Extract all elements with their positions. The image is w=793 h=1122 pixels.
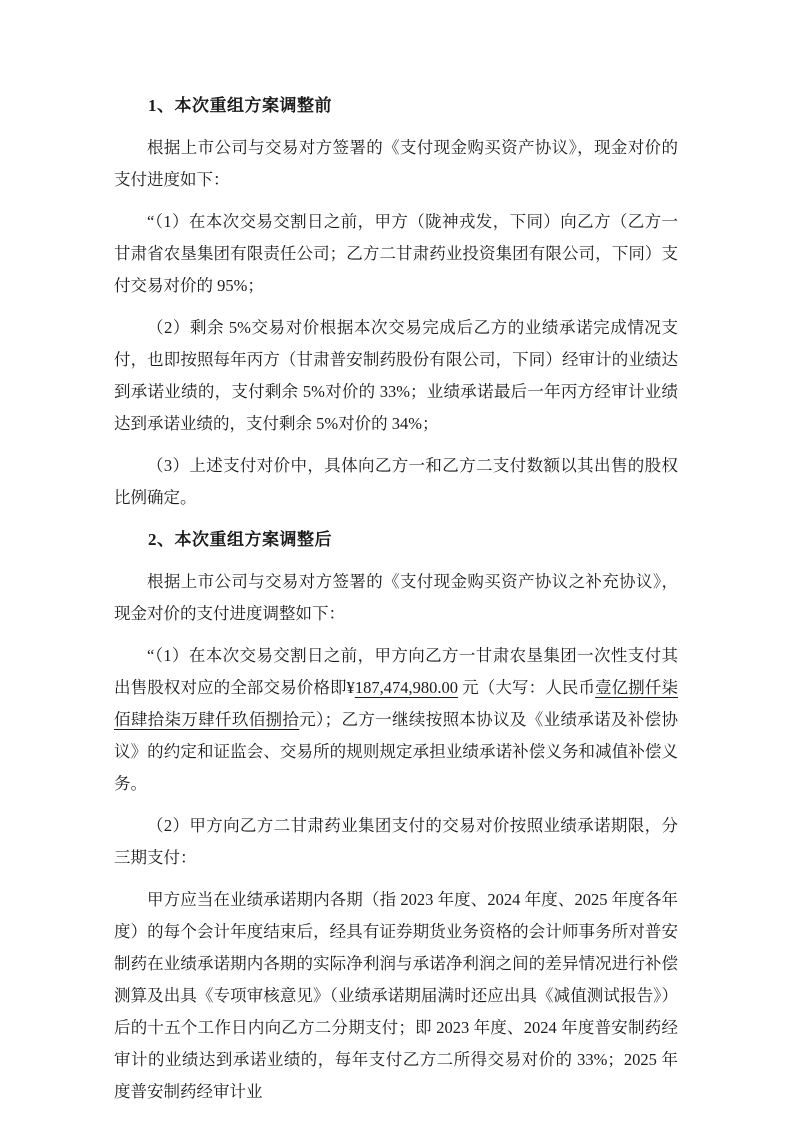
paragraph-before-item1: “（1）在本次交易交割日之前，甲方（陇神戎发，下同）向乙方（乙方一甘肃省农垦集团有限责任公司；乙方二甘肃药业投资集团有限公司，下同）支付交易对价的 95%； [114,212,678,295]
paragraph-after-item3-partial: 甲方应当在业绩承诺期内各期（指 2023 年度、2024 年度、2025 年度各年度）的每个会计年度结束后，经具有证券期货业务资格的会计师事务所对普安制药在业绩承诺期内各期的实际净利润与承诺净利润之间的差异情况进行补偿测算及出具《专项审核意见》（业绩承诺期届满时还应出具《减值测试报告》）后的十五个工作日内向乙方二分期支付；即 2023 年度、2024 年度普安制药经审计的业绩达到承诺业绩的，每年支付乙方二所得交易对价的 33%；2025 年度普安制药经审计业 [114,890,678,1101]
payment-amount-chinese-capital: 壹亿捌仟柒佰肆拾柒万肆仟玖佰捌拾 [114,678,679,729]
paragraph-before-item2: （2）剩余 5%交易对价根据本次交易完成后乙方的业绩承诺完成情况支付，也即按照每年丙方（甘肃普安制药股份有限公司，下同）经审计的业绩达到承诺业绩的，支付剩余 5%对价的 33%；业绩承诺最后一年丙方经审计业绩达到承诺业绩的，支付剩余 5%对价的 34%； [114,318,678,433]
payment-amount-numeric: 187,474,980.00 [354,678,458,697]
paragraph-after-item1 [114,640,678,800]
paragraph-before-item3: （3）上述支付对价中，具体向乙方一和乙方二支付数额以其出售的股权比例确定。 [114,456,678,507]
payment-price-suffix: 元）；乙方一继续按照本协议及《业绩承诺及补偿协议》的约定和证监会、交易所的规则规定承担业绩承诺补偿义务和减值补偿义务。 [114,710,679,793]
payment-price-prefix: “（1）在本次交易交割日之前，甲方向乙方一甘肃农垦集团一次性支付其出售股权对应的全部交易价格即¥ [114,646,678,697]
heading-after-adjustment: 2、本次重组方案调整后 [148,530,332,549]
paragraph-after-intro: 根据上市公司与交易对方签署的《支付现金购买资产协议之补充协议》，现金对价的支付进度调整如下： [114,572,678,623]
payment-price-middle: 元（大写：人民币 [457,678,596,697]
paragraph-before-intro: 根据上市公司与交易对方签署的《支付现金购买资产协议》，现金对价的支付进度如下： [114,138,678,189]
heading-before-adjustment: 1、本次重组方案调整前 [148,96,332,115]
paragraph-after-item2: （2）甲方向乙方二甘肃药业集团支付的交易对价按照业绩承诺期限，分三期支付： [114,816,678,867]
